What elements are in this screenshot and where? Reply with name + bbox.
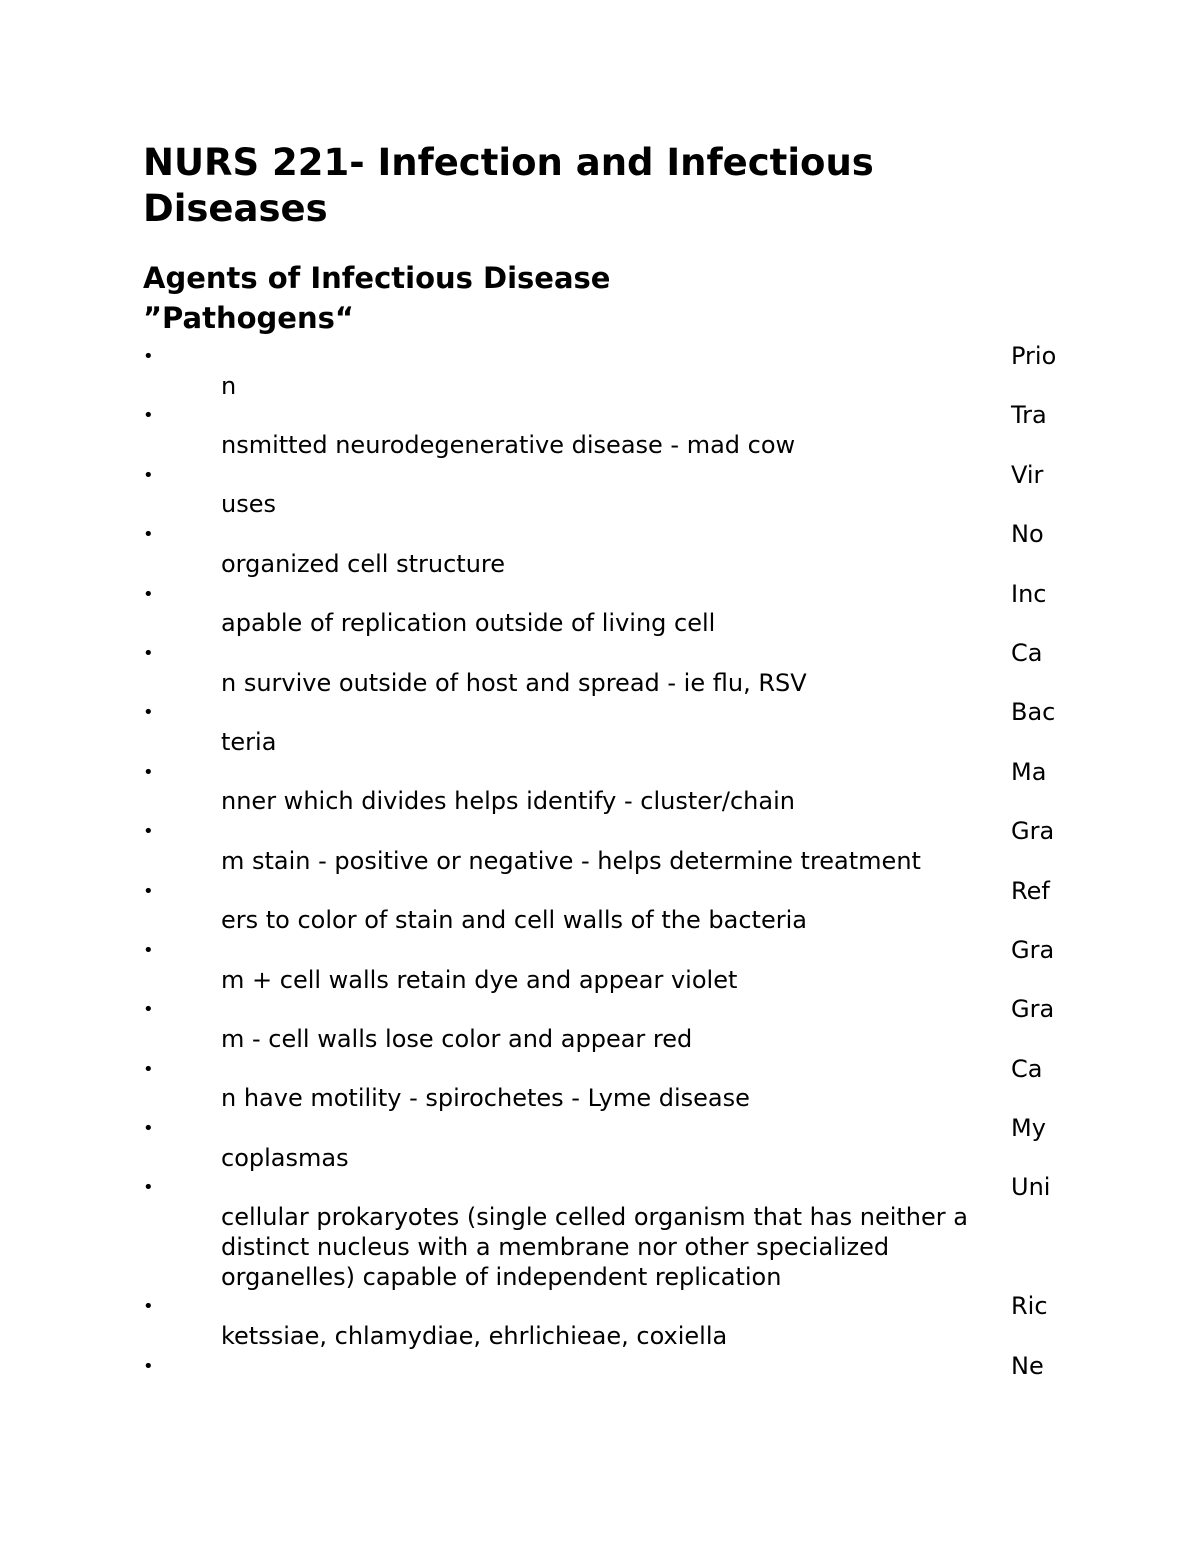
list-item-head: Bac xyxy=(1011,698,1056,727)
list-item-head: Gra xyxy=(1011,817,1055,846)
list-item-text: n have motility - spirochetes - Lyme disease xyxy=(221,1084,750,1113)
list-item-head: Tra xyxy=(1011,401,1047,430)
bullet-icon: • xyxy=(143,642,154,664)
bullet-icon: • xyxy=(143,1118,154,1140)
list-item-head: No xyxy=(1011,520,1044,549)
list-item-head: Uni xyxy=(1011,1173,1051,1202)
bullet-icon: • xyxy=(143,524,154,546)
bullet-icon: • xyxy=(143,702,154,724)
list-item-text: n survive outside of host and spread - ie flu, RSV xyxy=(221,668,807,697)
list-item-head: Ma xyxy=(1011,757,1047,786)
list-item-head: Prio xyxy=(1011,342,1057,370)
list-item-text: coplasmas xyxy=(221,1143,349,1172)
list-item xyxy=(143,520,1063,579)
bullet-icon: • xyxy=(143,405,154,427)
list-item-head: Gra xyxy=(1011,995,1055,1024)
list-item-head: Ca xyxy=(1011,1054,1043,1083)
list-item-head: Gra xyxy=(1011,935,1055,964)
list-item xyxy=(143,1055,1063,1114)
bullet-icon: • xyxy=(143,1058,154,1080)
list-item xyxy=(143,995,1063,1054)
bullet-icon: • xyxy=(143,346,154,367)
list-item xyxy=(143,877,1063,936)
list-item-head: Vir xyxy=(1011,460,1044,489)
bullet-icon: • xyxy=(143,880,154,902)
list-item-text: teria xyxy=(221,728,277,757)
list-item xyxy=(143,401,1063,460)
list-item xyxy=(143,817,1063,876)
list-item xyxy=(143,1173,1063,1292)
list-item-text: m stain - positive or negative - helps determine treatment xyxy=(221,846,921,875)
list-item xyxy=(143,639,1063,698)
list-item-head: Inc xyxy=(1011,579,1047,608)
list-item-text: nsmitted neurodegenerative disease - mad cow xyxy=(221,431,796,460)
bullet-icon: • xyxy=(143,999,154,1021)
list-item-text: organized cell structure xyxy=(221,549,506,578)
section-heading xyxy=(143,258,1003,338)
list-item xyxy=(143,580,1063,639)
list-item xyxy=(143,342,1063,401)
pathogen-list xyxy=(143,342,1063,1381)
list-item-text: m - cell walls lose color and appear red xyxy=(221,1024,693,1053)
list-item xyxy=(143,1292,1063,1351)
list-item-text: n xyxy=(221,371,237,400)
list-item-text: ers to color of stain and cell walls of the bacteria xyxy=(221,906,807,935)
document-title: NURS 221- Infection and Infectious Diseases xyxy=(143,141,874,230)
list-item-text: m + cell walls retain dye and appear violet xyxy=(221,965,738,994)
list-item-head: Ne xyxy=(1011,1351,1044,1380)
section-heading-line2: ”Pathogens“ xyxy=(143,301,354,335)
bullet-icon: • xyxy=(143,939,154,961)
section-heading-line1: Agents of Infectious Disease xyxy=(143,261,611,295)
bullet-icon: • xyxy=(143,464,154,486)
list-item xyxy=(143,1114,1063,1173)
list-item xyxy=(143,936,1063,995)
bullet-icon: • xyxy=(143,1355,154,1377)
bullet-icon: • xyxy=(143,1177,154,1199)
list-item-text: apable of replication outside of living cell xyxy=(221,609,716,638)
list-item-text: nner which divides helps identify - cluster/chain xyxy=(221,787,795,816)
bullet-icon: • xyxy=(143,821,154,843)
list-item-text: cellular prokaryotes (single celled organism that has neither a distinct nucleus with a membrane nor other specialized organelles) capable of independent replication xyxy=(221,1203,968,1291)
list-item xyxy=(143,1352,1063,1382)
bullet-icon: • xyxy=(143,761,154,783)
list-item-text: ketssiae, chlamydiae, ehrlichieae, coxiella xyxy=(221,1321,728,1350)
list-item-head: Ref xyxy=(1011,876,1050,905)
list-item-text: uses xyxy=(221,490,276,519)
list-item xyxy=(143,461,1063,520)
bullet-icon: • xyxy=(143,1296,154,1318)
list-item-head: My xyxy=(1011,1114,1046,1143)
list-item xyxy=(143,758,1063,817)
list-item-head: Ric xyxy=(1011,1292,1048,1321)
list-item-head: Ca xyxy=(1011,638,1043,667)
list-item xyxy=(143,698,1063,757)
bullet-icon: • xyxy=(143,583,154,605)
